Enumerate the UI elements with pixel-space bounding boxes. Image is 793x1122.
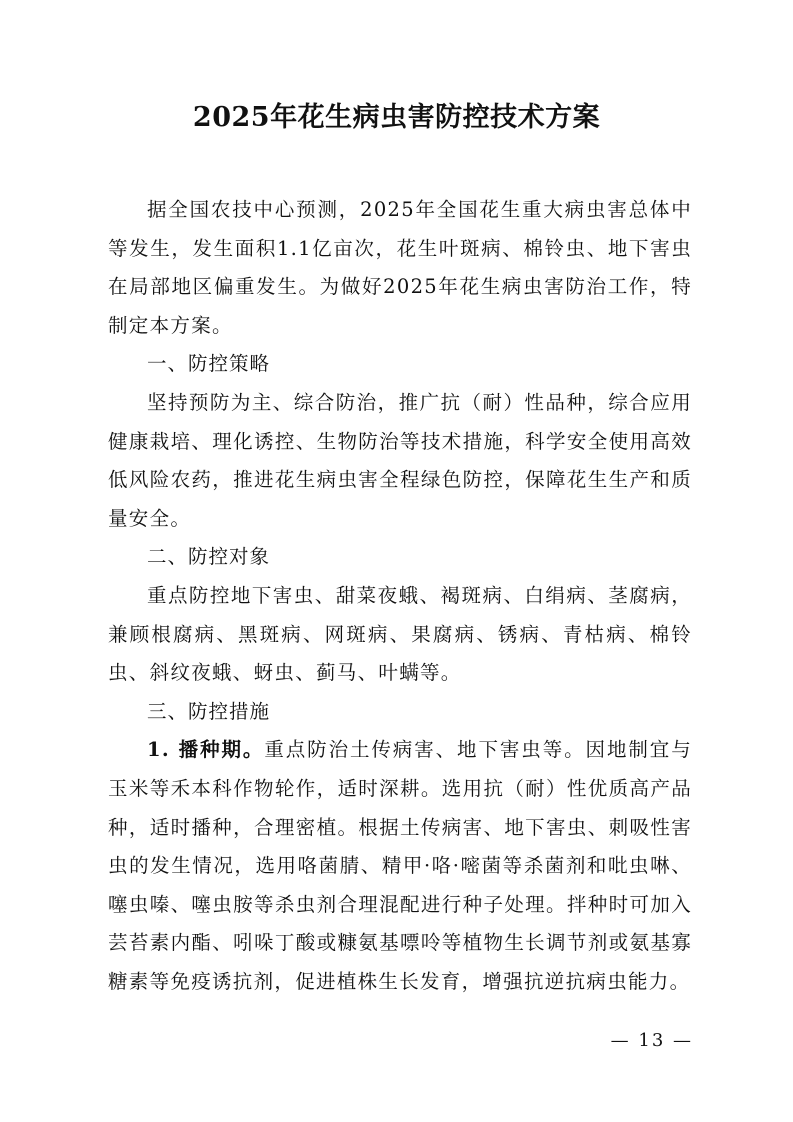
strategy-paragraph: 坚持预防为主、综合防治，推广抗（耐）性品种，综合应用健康栽培、理化诱控、生物防治等技术措施，科学安全使用高效低风险农药，推进花生病虫害全程绿色防控，保障花生生产和质量安全。 [108,390,692,530]
section-heading-targets: 二、防控对象 [147,545,271,569]
section-heading-measures: 三、防控措施 [147,699,271,723]
document-body [108,191,692,1001]
sowing-text: 重点防治土传病害、地下害虫等。因地制宜与玉米等禾本科作物轮作，适时深耕。选用抗（耐）性优质高产品种，适时播种，合理密植。根据土传病害、地下害虫、刺吸性害虫的发生情况，选用咯菌腈、精甲·咯·嘧菌等杀菌剂和吡虫啉、噻虫嗪、噻虫胺等杀虫剂合理混配进行种子处理。拌种时可加入芸苔素内酯、吲哚丁酸或糠氨基嘌呤等植物生长调节剂或氨基寡糖素等免疫诱抗剂，促进植株生长发育，增强抗逆抗病虫能力。 [108,738,692,993]
intro-paragraph: 据全国农技中心预测，2025年全国花生重大病虫害总体中等发生，发生面积1.1亿亩次，花生叶斑病、棉铃虫、地下害虫在局部地区偏重发生。为做好2025年花生病虫害防治工作，特制定本方案。 [108,198,692,337]
document-title: 2025年花生病虫害防控技术方案 [192,102,601,133]
page-number: — 13 — [610,1030,693,1051]
targets-paragraph: 重点防控地下害虫、甜菜夜蛾、褐斑病、白绢病、茎腐病，兼顾根腐病、黑斑病、网斑病、果腐病、锈病、青枯病、棉铃虫、斜纹夜蛾、蚜虫、蓟马、叶螨等。 [108,583,692,685]
section-heading-strategy: 一、防控策略 [147,352,271,376]
sowing-label: 1. 播种期。 [147,738,265,762]
measures-item-sowing [108,731,692,1001]
